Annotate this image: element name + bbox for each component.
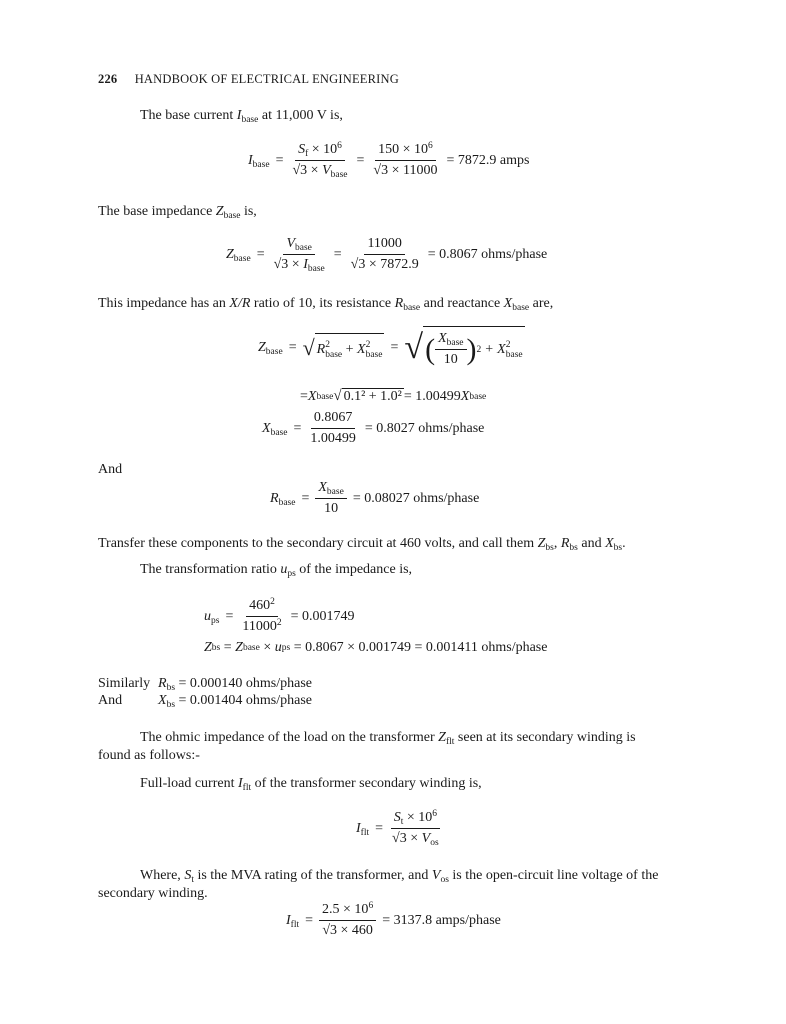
running-header <box>98 72 399 87</box>
paragraph-ohmic-impedance: The ohmic impedance of the load on the transformer $Z_{flt}$ seen at its secondary winding is <box>140 730 636 747</box>
equation-base-current: $I_{base}$ = $\frac{S_f \times 10^6}{√3 \times V_{base}}$ = $\frac{150 \times 10^6}{√3 \times 11000}$ = 7872.9 amps <box>248 141 530 180</box>
paragraph-where: Where, $S_t$ is the MVA rating of the transformer, and $V_{os}$ is the open-circuit line voltage of the <box>140 868 659 885</box>
equation-impedance-sqrt: $Z_{base}$ = √ R 2 base + X 2 base = √ ( $\frac{X_{base}}{10}$ ) 2 + X 2 base <box>258 326 525 370</box>
similarly-rbs: Similarly $R_{bs} = 0.000140$ ohms/phase <box>98 676 313 693</box>
equation-ratio: $u_{ps}$ = $\frac{460^2}{11000^2}$ = 0.001749 <box>204 597 355 634</box>
paragraph-transformation-ratio: The transformation ratio $u_{ps}$ of the impedance is, <box>140 562 413 579</box>
page-number: 226 <box>98 72 118 86</box>
radical: √ ( $\frac{X_{base}}{10}$ ) 2 + X 2 base <box>404 326 524 370</box>
and-label: And <box>98 462 123 477</box>
paragraph-ohmic-impedance-cont: found as follows:- <box>98 748 200 763</box>
equation-resistance: $R_{base}$ = $\frac{X_{base}}{10}$ = 0.08027 ohms/phase <box>270 480 480 516</box>
radical: √ R 2 base + X 2 base <box>303 333 385 363</box>
paragraph-full-load-current: Full-load current $I_{flt}$ of the transformer secondary winding is, <box>140 776 482 793</box>
paragraph-where-cont: secondary winding. <box>98 886 208 901</box>
equation-base-impedance: $Z_{base}$ = $\frac{V_{base}}{√3 \times I_{base}}$ = $\frac{11000}{√3 \times 7872.9}$ = 0.8067 ohms/phase <box>226 236 548 274</box>
fraction: $\frac{S_f \times 10^6}{√3 \times V_{base}}$ <box>292 141 348 180</box>
book-title: HANDBOOK OF ELECTRICAL ENGINEERING <box>134 72 399 86</box>
equation-flt-value: $I_{flt}$ = $\frac{2.5 \times 10^6}{√3 \times 460}$ = 3137.8 amps/phase <box>286 901 501 938</box>
equation-zbs: Z bs = Z base × u ps = 0.8067 × 0.001749 = 0.001411 ohms/phase <box>204 640 548 655</box>
equation-reactance: $X_{base}$ = $\frac{0.8067}{1.00499}$ = 0.8027 ohms/phase <box>262 410 485 446</box>
and-xbs: And $X_{bs} = 0.001404$ ohms/phase <box>98 693 313 710</box>
paragraph-base-current: The base current $I_{base}$ at 11,000 V is, <box>140 108 343 125</box>
fraction: $\frac{150 \times 10^6}{√3 \times 11000}$ <box>373 141 438 178</box>
paragraph-base-impedance: The base impedance $Z_{base}$ is, <box>98 204 257 221</box>
equation-flt-formula: $I_{flt}$ = $\frac{S_t \times 10^6}{√3 \times V_{os}}$ <box>356 809 439 848</box>
paragraph-transfer: Transfer these components to the secondary circuit at 460 volts, and call them $Z_{bs}$, $R_{bs}$ and $X_{bs}$. <box>98 536 626 553</box>
paragraph-xr-ratio: This impedance has an X/R ratio of 10, its resistance $R_{base}$ and reactance $X_{base}$ are, <box>98 296 554 313</box>
equation-impedance-simplified: = X base √ 0.1² + 1.0² = 1.00499 X base <box>300 388 487 404</box>
